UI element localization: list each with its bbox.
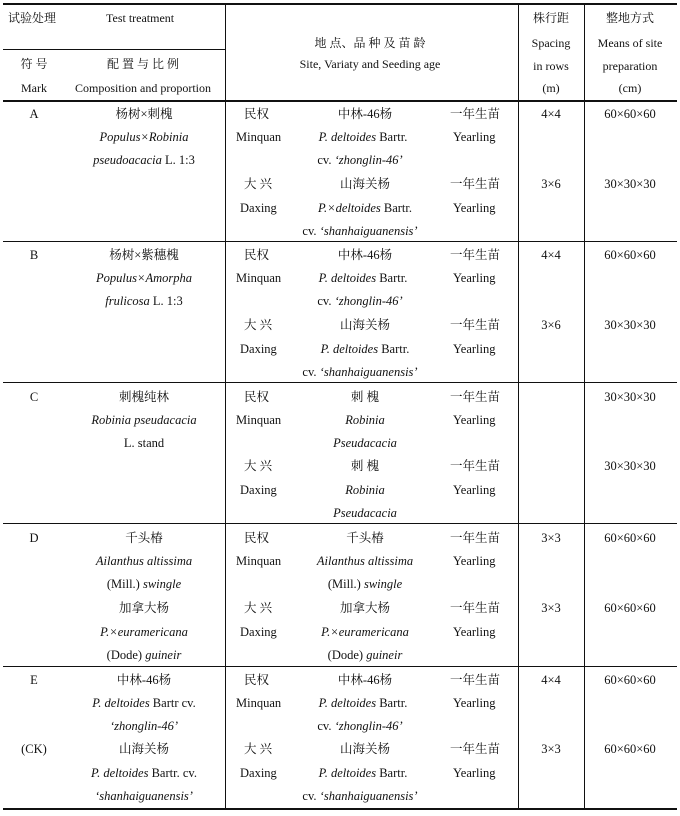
header-composition-cn: 配 置 与 比 例: [106, 57, 180, 71]
variety-d2-author-a: (Dode): [327, 648, 364, 662]
age-c1-en: Yearling: [453, 413, 496, 427]
spacing-a2: 3×6: [541, 177, 561, 191]
spacing-b2: 3×6: [541, 318, 561, 332]
variety-c1-species: Pseudacacia: [333, 436, 397, 450]
site-a1-cn: 民权: [244, 107, 270, 121]
variety-e2-cv: cv.: [302, 789, 317, 803]
composition-b-ratio: L. 1:3: [152, 294, 183, 308]
header-mark-cn: 符 号: [20, 57, 48, 71]
composition-e-latin1: [92, 695, 195, 711]
site-c2-en: Daxing: [240, 483, 277, 497]
site-d1-cn: 民权: [244, 531, 270, 545]
means-c2: 30×30×30: [604, 459, 656, 473]
row-c-bottom-rule: [3, 523, 677, 524]
composition-a-latin: Populus×Robinia: [99, 130, 189, 144]
variety-a2-species: P.×deltoides: [318, 201, 381, 215]
variety-e1-author: Bartr.: [379, 696, 408, 710]
variety-e1-latin: [319, 695, 408, 711]
composition-d-author2: [107, 647, 182, 663]
header-spacing-en1: Spacing: [531, 36, 571, 50]
site-b2-cn: 大 兴: [244, 318, 273, 332]
means-d2: 60×60×60: [604, 601, 656, 615]
table-bottom-rule: [3, 808, 677, 810]
variety-b1-latin: [319, 270, 408, 286]
age-d2-en: Yearling: [453, 625, 496, 639]
variety-b2-cvname: ‘shanhaiguanensis’: [319, 365, 418, 379]
variety-a1-cv: cv.: [317, 153, 332, 167]
site-a1-en: Minquan: [236, 130, 282, 144]
mark-b: B: [29, 248, 39, 262]
age-d1-cn: 一年生苗: [450, 531, 501, 545]
variety-a2-cv: cv.: [302, 224, 317, 238]
composition-a-cn: 杨树×刺槐: [115, 107, 173, 121]
col-divider-2: [518, 3, 519, 808]
site-d2-en: Daxing: [240, 625, 277, 639]
header-means-en1: Means of site: [597, 36, 663, 50]
composition-e-cn2: 山海关杨: [118, 742, 170, 756]
means-a1: 60×60×60: [604, 107, 656, 121]
composition-e-latin2: [91, 765, 197, 781]
variety-a1-cultivar: [317, 152, 402, 168]
variety-e1-cv: cv.: [317, 719, 332, 733]
site-e2-cn: 大 兴: [244, 742, 273, 756]
variety-a2-cn: 山海关杨: [339, 177, 391, 191]
composition-d-cn2: 加拿大杨: [118, 601, 170, 615]
site-a2-cn: 大 兴: [244, 177, 273, 191]
composition-d-author1-a: (Mill.): [106, 577, 140, 591]
age-b1-cn: 一年生苗: [450, 248, 501, 262]
row-a-bottom-rule: [3, 241, 677, 242]
site-c2-cn: 大 兴: [244, 459, 273, 473]
header-test-treatment-cn: 试验处理: [8, 11, 57, 25]
site-e2-en: Daxing: [240, 766, 277, 780]
site-d1-en: Minquan: [236, 554, 282, 568]
variety-e2-latin: [319, 765, 408, 781]
site-b1-cn: 民权: [244, 248, 270, 262]
variety-a1-cvname: ‘zhonglin-46’: [334, 153, 403, 167]
header-means-en2: preparation: [602, 59, 658, 73]
composition-e-cultivar2: ‘shanhaiguanensis’: [95, 789, 193, 803]
variety-c1-genus: Robinia: [345, 413, 385, 427]
site-e1-cn: 民权: [244, 673, 270, 687]
variety-d1-author: [328, 576, 402, 592]
row-d-bottom-rule: [3, 666, 677, 667]
header-mid-rule: [3, 49, 225, 50]
means-e2: 60×60×60: [604, 742, 656, 756]
variety-a1-author: Bartr.: [379, 130, 408, 144]
variety-a2-author: Bartr.: [383, 201, 412, 215]
composition-d-author2-a: (Dode): [106, 648, 143, 662]
site-c1-cn: 民权: [244, 390, 270, 404]
header-spacing-unit: (m): [542, 81, 560, 95]
composition-e-species1: P. deltoides: [92, 696, 150, 710]
variety-e1-species: P. deltoides: [318, 696, 377, 710]
variety-d1-latin: Ailanthus altissima: [316, 554, 414, 568]
composition-e-author1: Bartr cv.: [152, 696, 196, 710]
variety-e1-cultivar: [317, 718, 402, 734]
spacing-e1: 4×4: [541, 673, 561, 687]
header-site-en: Site, Variaty and Seeding age: [299, 57, 441, 71]
composition-d-latin2: P.×euramericana: [100, 625, 188, 639]
age-a2-cn: 一年生苗: [450, 177, 501, 191]
age-d1-en: Yearling: [453, 554, 496, 568]
age-a1-cn: 一年生苗: [450, 107, 501, 121]
header-bottom-rule: [3, 100, 677, 102]
variety-b1-cultivar: [317, 293, 402, 309]
composition-e-cultivar1: ‘zhonglin-46’: [109, 719, 179, 733]
variety-a1-species: P. deltoides: [318, 130, 377, 144]
variety-d1-author-a: (Mill.): [327, 577, 361, 591]
header-spacing-en2: in rows: [533, 59, 569, 73]
composition-b-line3: [105, 293, 182, 309]
variety-c2-species: Pseudacacia: [333, 506, 397, 520]
spacing-d2: 3×3: [541, 601, 561, 615]
means-c1: 30×30×30: [604, 390, 656, 404]
means-e1: 60×60×60: [604, 673, 656, 687]
variety-a1-latin: [319, 129, 408, 145]
header-test-treatment-en: Test treatment: [106, 11, 175, 25]
site-b1-en: Minquan: [236, 271, 282, 285]
age-a2-en: Yearling: [453, 201, 496, 215]
means-b1: 60×60×60: [604, 248, 656, 262]
site-b2-en: Daxing: [240, 342, 277, 356]
age-e2-cn: 一年生苗: [450, 742, 501, 756]
variety-a2-latin: [318, 200, 412, 216]
composition-a-species: pseudoacacia: [93, 153, 162, 167]
mark-e-ck: (CK): [21, 742, 47, 756]
variety-e2-cvname: ‘shanhaiguanensis’: [319, 789, 418, 803]
composition-d-latin1: Ailanthus altissima: [95, 554, 193, 568]
variety-c2-genus: Robinia: [345, 483, 385, 497]
composition-e-species2: P. deltoides: [91, 766, 149, 780]
composition-a-ratio: L. 1:3: [165, 153, 195, 167]
composition-b-species: frulicosa: [105, 294, 150, 308]
col-divider-1: [225, 3, 226, 808]
variety-b2-author: Bartr.: [381, 342, 410, 356]
age-b1-en: Yearling: [453, 271, 496, 285]
variety-b2-cv: cv.: [302, 365, 317, 379]
variety-e2-species: P. deltoides: [318, 766, 377, 780]
col-divider-3: [584, 3, 585, 808]
variety-d2-cn: 加拿大杨: [339, 601, 391, 615]
variety-b1-cvname: ‘zhonglin-46’: [334, 294, 403, 308]
age-a1-en: Yearling: [453, 130, 496, 144]
composition-c-line3: L. stand: [123, 436, 165, 450]
variety-d1-author-b: swingle: [363, 577, 403, 591]
variety-e2-cn: 山海关杨: [339, 742, 391, 756]
variety-b2-latin: [321, 341, 410, 357]
variety-e2-cultivar: [302, 788, 417, 804]
site-c1-en: Minquan: [236, 413, 282, 427]
composition-d-cn1: 千头椿: [125, 531, 163, 545]
variety-d1-cn: 千头椿: [346, 531, 384, 545]
variety-b1-author: Bartr.: [379, 271, 408, 285]
age-b2-cn: 一年生苗: [450, 318, 501, 332]
header-means-cn: 整地方式: [605, 11, 655, 25]
variety-b1-cv: cv.: [317, 294, 332, 308]
age-e1-en: Yearling: [453, 696, 496, 710]
variety-d2-author-b: guineir: [366, 648, 403, 662]
variety-b2-cn: 山海关杨: [339, 318, 391, 332]
composition-a-line3: [93, 152, 195, 168]
variety-e2-author: Bartr.: [379, 766, 408, 780]
composition-d-author1-b: swingle: [142, 577, 182, 591]
means-a2: 30×30×30: [604, 177, 656, 191]
age-e1-cn: 一年生苗: [450, 673, 501, 687]
variety-d2-author: [328, 647, 403, 663]
header-site-cn: 地 点、品 种 及 苗 龄: [314, 36, 426, 50]
composition-d-author1: [107, 576, 181, 592]
variety-a2-cultivar: [302, 223, 417, 239]
variety-e1-cn: 中林-46杨: [337, 673, 393, 687]
table-top-rule: [3, 3, 677, 5]
header-means-unit: (cm): [618, 81, 642, 95]
means-b2: 30×30×30: [604, 318, 656, 332]
composition-b-cn: 杨树×紫穗槐: [109, 248, 179, 262]
age-c2-en: Yearling: [453, 483, 496, 497]
age-d2-cn: 一年生苗: [450, 601, 501, 615]
variety-a2-cvname: ‘shanhaiguanensis’: [319, 224, 418, 238]
site-d2-cn: 大 兴: [244, 601, 273, 615]
composition-c-cn: 刺槐纯林: [118, 390, 170, 404]
variety-e1-cvname: ‘zhonglin-46’: [334, 719, 403, 733]
row-b-bottom-rule: [3, 382, 677, 383]
variety-a1-cn: 中林-46杨: [337, 107, 393, 121]
variety-b2-species: P. deltoides: [320, 342, 379, 356]
mark-d: D: [29, 531, 39, 545]
site-a2-en: Daxing: [240, 201, 277, 215]
header-spacing-cn: 株行距: [532, 11, 570, 25]
variety-c1-cn: 刺 槐: [350, 390, 380, 404]
spacing-a1: 4×4: [541, 107, 561, 121]
mark-a: A: [29, 107, 39, 121]
age-b2-en: Yearling: [453, 342, 496, 356]
site-e1-en: Minquan: [236, 696, 282, 710]
variety-b1-cn: 中林-46杨: [337, 248, 393, 262]
composition-d-author2-b: guineir: [145, 648, 182, 662]
variety-d2-latin: P.×euramericana: [321, 625, 409, 639]
age-c1-cn: 一年生苗: [450, 390, 501, 404]
age-e2-en: Yearling: [453, 766, 496, 780]
composition-e-cn1: 中林-46杨: [116, 673, 172, 687]
variety-b1-species: P. deltoides: [318, 271, 377, 285]
mark-e: E: [30, 673, 38, 687]
variety-b2-cultivar: [302, 364, 417, 380]
header-composition-en: Composition and proportion: [75, 81, 211, 95]
composition-e-author2: Bartr. cv.: [151, 766, 197, 780]
age-c2-cn: 一年生苗: [450, 459, 501, 473]
composition-b-latin: Populus×Amorpha: [96, 271, 192, 285]
variety-c2-cn: 刺 槐: [350, 459, 380, 473]
header-mark-en: Mark: [21, 81, 47, 95]
spacing-b1: 4×4: [541, 248, 561, 262]
spacing-d1: 3×3: [541, 531, 561, 545]
mark-c: C: [29, 390, 39, 404]
spacing-e2: 3×3: [541, 742, 561, 756]
means-d1: 60×60×60: [604, 531, 656, 545]
composition-c-latin: Robinia pseudacacia: [91, 413, 197, 427]
